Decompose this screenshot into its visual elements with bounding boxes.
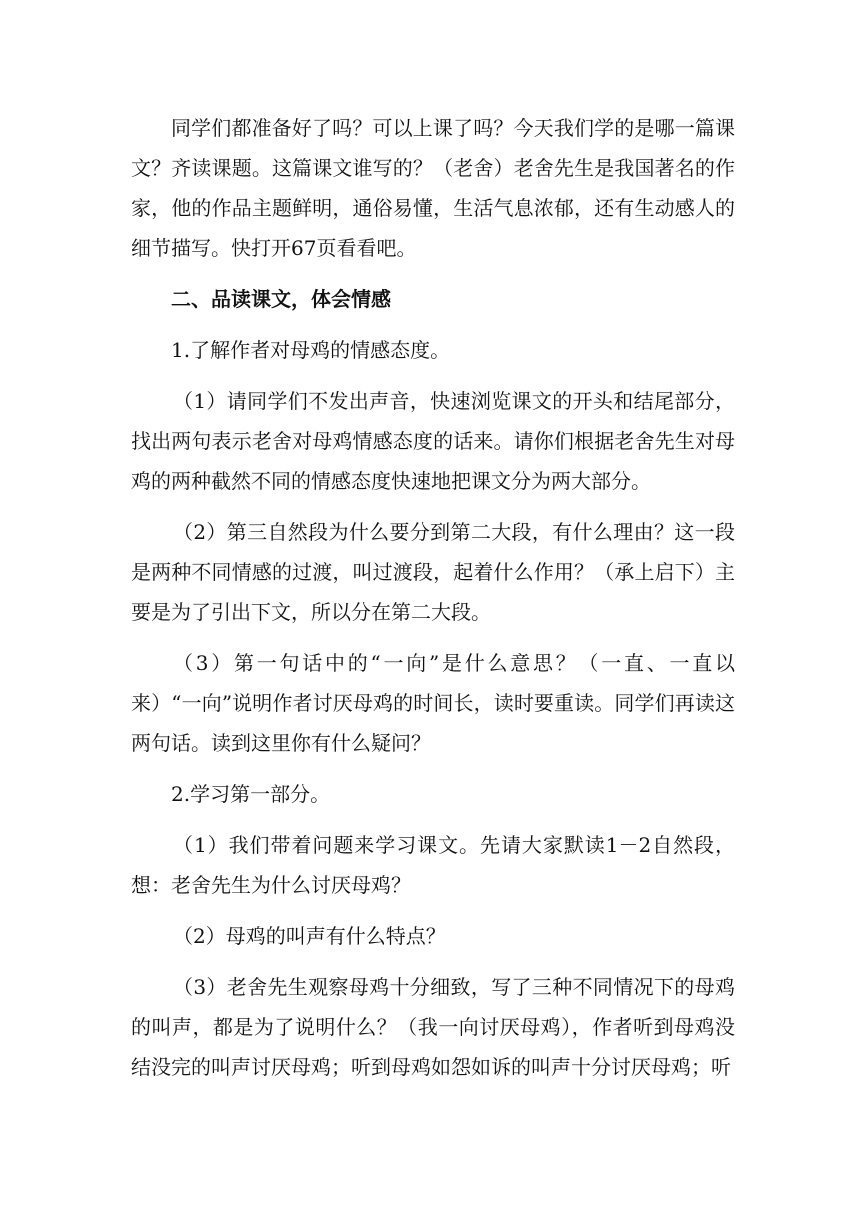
section-heading: 二、品读课文，体会情感 [171, 287, 391, 311]
intro-paragraph: 同学们都准备好了吗？可以上课了吗？今天我们学的是哪一篇课文？齐读课题。这篇课文谁写的？（老舍）老舍先生是我国著名的作家，他的作品主题鲜明，通俗易懂，生活气息浓郁，还有生动感人的细节描写。快打开67页看看吧。 [131, 116, 735, 260]
step-heading-1: 1.了解作者对母鸡的情感态度。 [171, 338, 451, 362]
question-paragraph-6: （3）老舍先生观察母鸡十分细致，写了三种不同情况下的母鸡的叫声，都是为了说明什么？（我一向讨厌母鸡），作者听到母鸡没结没完的叫声讨厌母鸡；听到母鸡如怨如诉的叫声十分讨厌母鸡；听 [131, 975, 735, 1079]
document-body [131, 108, 735, 1098]
question-paragraph-2: （2）第三自然段为什么要分到第二大段，有什么理由？这一段是两种不同情感的过渡，叫过渡段，起着什么作用？（承上启下）主要是为了引出下文，所以分在第二大段。 [131, 520, 735, 624]
step-heading-2: 2.学习第一部分。 [171, 782, 331, 806]
question-paragraph-1: （1）请同学们不发出声音，快速浏览课文的开头和结尾部分，找出两句表示老舍对母鸡情感态度的话来。请你们根据老舍先生对母鸡的两种截然不同的情感态度快速地把课文分为两大部分。 [131, 389, 735, 493]
question-paragraph-3: （3）第一句话中的“一向”是什么意思？（一直、一直以来）“一向”说明作者讨厌母鸡的时间长，读时要重读。同学们再读这两句话。读到这里你有什么疑问？ [131, 651, 735, 755]
question-paragraph-4: （1）我们带着问题来学习课文。先请大家默读1－2自然段，想：老舍先生为什么讨厌母鸡？ [131, 833, 735, 897]
question-paragraph-5: （2）母鸡的叫声有什么特点？ [173, 924, 446, 948]
